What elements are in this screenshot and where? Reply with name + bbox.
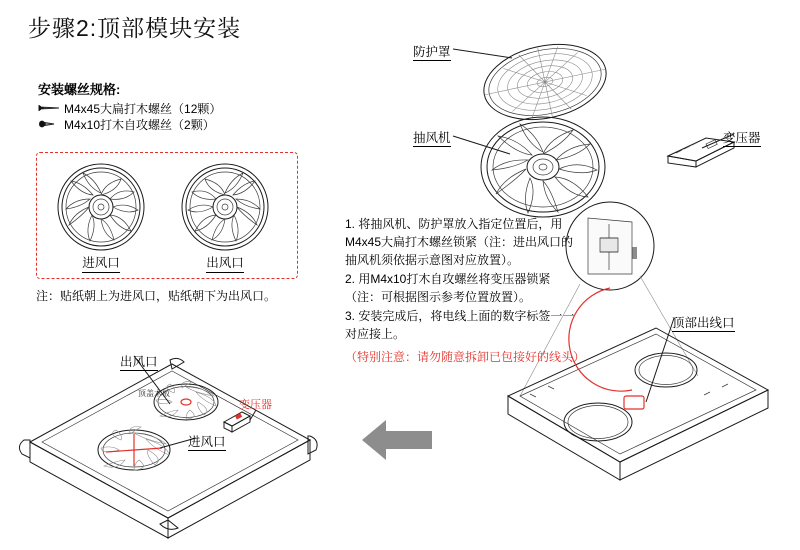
instruction-warning: （特别注意：请勿随意拆卸已包接好的线头） [345,350,586,364]
screw-spec-item [38,101,221,117]
callout-fan: 抽风机 [413,131,451,145]
top-board-right-drawing [460,200,790,490]
callout-transformer: 变压器 [723,131,761,145]
guard-leader-line [452,44,522,64]
callout-guard: 防护罩 [413,45,451,59]
callout-board-inlet: 进风口 [188,435,226,449]
fan-leader-line [452,132,522,162]
callout-board-transformer: 变压器 [239,399,272,411]
fan-box-right-label: 出风口 [180,253,270,273]
fan-box-left-label: 进风口 [56,253,146,273]
board-outlet-fan [154,382,218,420]
board-transformer [224,412,250,432]
fan-orientation-box [36,152,298,279]
intake-fan-drawing [55,161,147,253]
flat-head-screw-icon [38,103,60,115]
board-inlet-fan [98,427,170,470]
screw-spec-heading: 安装螺丝规格: [38,82,121,97]
screw-spec-item-label: M4x45大扁打木螺丝（12颗） [64,102,222,116]
callout-board-outlet: 出风口 [120,355,158,369]
left-arrow-icon [362,418,432,462]
top-board-left-drawing [10,330,340,540]
instruction-step: 3. 安装完成后，将电线上面的数字标签一一对应接上。 [345,309,575,341]
self-tapping-screw-icon [38,119,60,131]
callout-top-outlet: 顶部出线口 [672,316,735,330]
exhaust-fan-drawing [179,161,271,253]
orientation-note: 注：贴纸朝上为进风口，贴纸朝下为出风口。 [36,289,277,303]
instruction-step: 2. 用M4x10打木自攻螺丝将变压器锁紧（注：可根据图示参考位置放置）。 [345,272,551,304]
screw-spec-block [38,82,221,133]
screw-spec-item [38,117,221,133]
page-title: 步骤2:顶部模块安装 [28,15,242,41]
screw-spec-item-label: M4x10打木自攻螺丝（2颗） [64,118,215,132]
instruction-step: 1. 将抽风机、防护罩放入指定位置后，用M4x45大扁打木螺丝锁紧（注：进出风口的抽风机须依据示意图对应放置）。 [345,217,574,267]
board-caption: 顶盖木板 [138,389,170,398]
